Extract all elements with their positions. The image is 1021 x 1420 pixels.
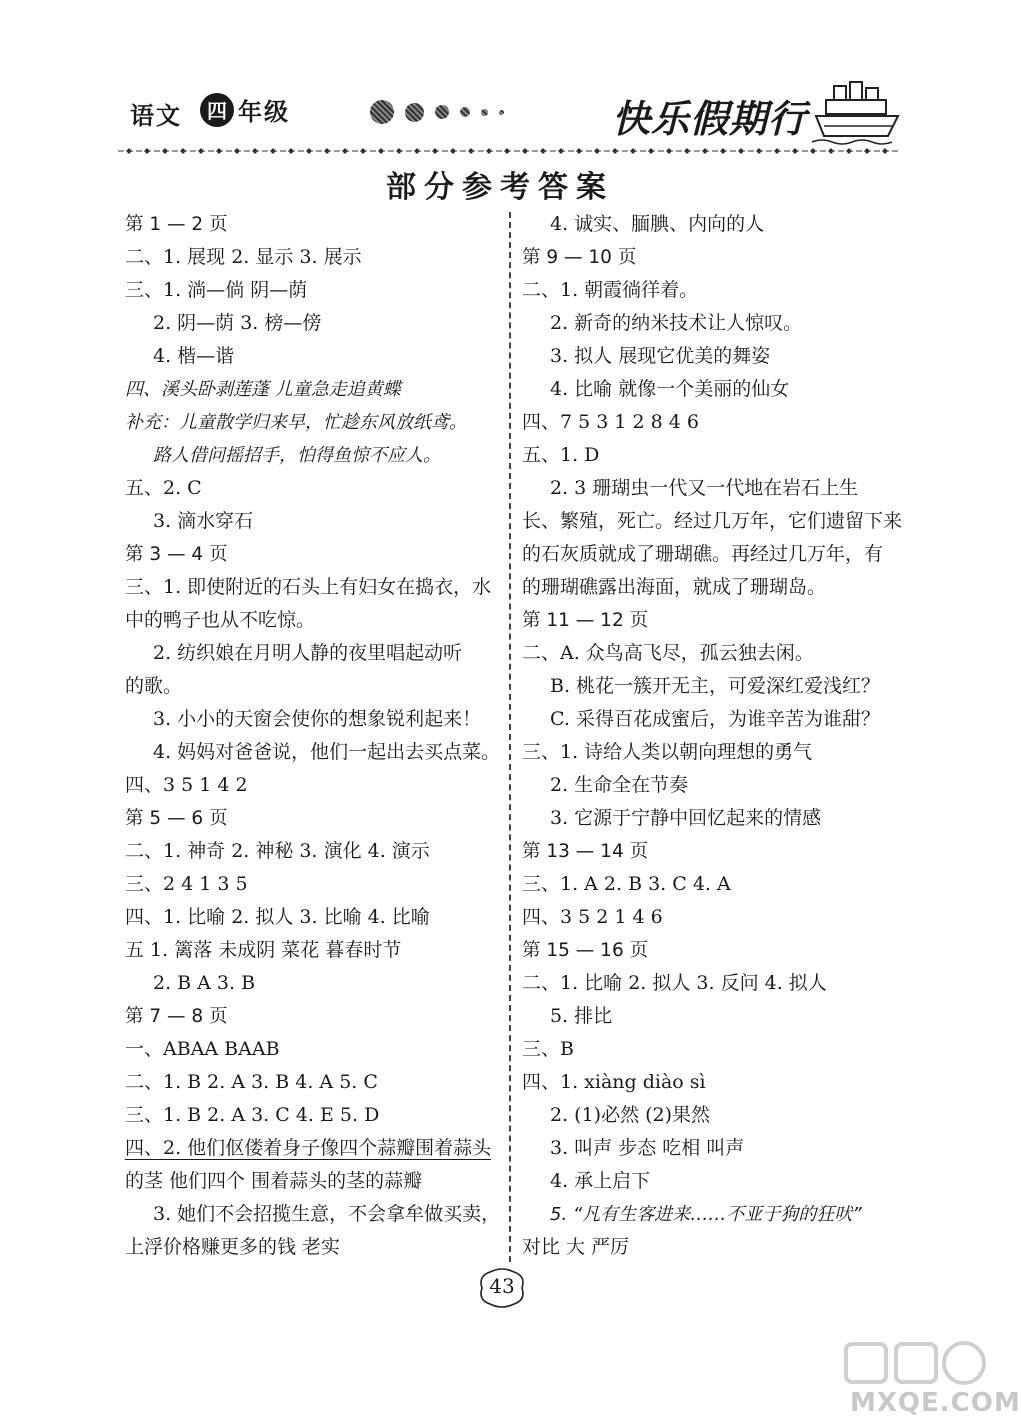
answer-text: 四、1. 比喻 2. 拟人 3. 比喻 4. 比喻 xyxy=(125,906,430,928)
page-number: 43 xyxy=(489,1274,515,1298)
diamond-icon xyxy=(252,148,258,154)
diamond-icon xyxy=(702,148,708,154)
dot-icon xyxy=(370,100,394,124)
answer-text: 四、溪头卧剥莲蓬 儿童急走追黄蝶 xyxy=(125,379,401,400)
answer-line xyxy=(125,1066,500,1099)
answer-line xyxy=(125,934,500,967)
answer-text: 三、B xyxy=(522,1038,574,1060)
diamond-icon xyxy=(432,148,438,154)
answer-text: 五、2. C xyxy=(125,477,202,499)
answer-text: 四、2. 他们伛偻着身子像四个蒜瓣围着蒜头 xyxy=(125,1137,492,1159)
answer-text: 四、1. xiàng diào sì xyxy=(522,1071,706,1093)
answer-line xyxy=(522,406,902,439)
diamond-icon xyxy=(180,148,186,154)
answer-text: 3. 叫声 步态 吃相 叫声 xyxy=(550,1137,745,1159)
page-header xyxy=(0,0,1000,205)
section-heading xyxy=(125,1000,500,1033)
grade-badge: 四 xyxy=(200,93,234,127)
answer-line xyxy=(125,439,500,472)
diamond-icon xyxy=(540,148,546,154)
diamond-icon xyxy=(468,148,474,154)
diamond-icon xyxy=(756,148,762,154)
diamond-icon xyxy=(396,148,402,154)
answer-line xyxy=(522,670,902,703)
diamond-icon xyxy=(324,148,330,154)
answer-text: 3. 拟人 展现它优美的舞姿 xyxy=(550,345,771,367)
diamond-icon xyxy=(810,148,816,154)
diamond-icon xyxy=(828,148,834,154)
subject-label: 语文 xyxy=(130,101,182,130)
diamond-icon xyxy=(594,148,600,154)
answer-text: 2. (1)必然 (2)果然 xyxy=(550,1104,711,1126)
answer-text: 5. 排比 xyxy=(550,1005,613,1027)
answers-left-column xyxy=(125,208,500,1264)
answer-text: 三、1. A 2. B 3. C 4. A xyxy=(522,873,731,895)
answer-line xyxy=(125,472,500,505)
answer-line xyxy=(522,1231,902,1264)
answer-line xyxy=(125,571,500,604)
answer-line xyxy=(125,604,500,637)
answer-text: 第 11 — 12 页 xyxy=(522,610,649,631)
diamond-icon xyxy=(774,148,780,154)
answer-text: 中的鸭子也从不吃惊。 xyxy=(125,609,316,631)
diamond-icon xyxy=(234,148,240,154)
section-heading xyxy=(125,538,500,571)
answer-line xyxy=(522,1099,902,1132)
page-title: 部分参考答案 xyxy=(386,170,614,205)
answer-line xyxy=(522,439,902,472)
answer-line xyxy=(125,1231,500,1264)
diamond-icon xyxy=(306,148,312,154)
diamond-icon xyxy=(342,148,348,154)
answer-text: 一、ABAA BAAB xyxy=(125,1038,280,1060)
dot-icon xyxy=(435,105,449,119)
answer-line xyxy=(125,703,500,736)
answers-right-column xyxy=(522,208,902,1264)
watermark-text: MXQE.COM xyxy=(850,1388,1021,1418)
answer-text: 的茎 他们四个 围着蒜头的茎的蒜瓣 xyxy=(125,1170,423,1192)
dot-icon xyxy=(460,107,470,117)
watermark-logo-icon xyxy=(842,1338,992,1388)
answer-text: 第 7 — 8 页 xyxy=(125,1006,228,1027)
diamond-icon xyxy=(720,148,726,154)
answer-text: 第 15 — 16 页 xyxy=(522,940,649,961)
answer-line xyxy=(522,1033,902,1066)
diamond-icon xyxy=(864,148,870,154)
section-heading xyxy=(522,934,902,967)
diamond-icon xyxy=(162,148,168,154)
answer-line xyxy=(125,736,500,769)
page-number-badge xyxy=(476,1268,528,1308)
answer-line xyxy=(522,1165,902,1198)
section-heading xyxy=(125,208,500,241)
answer-line xyxy=(522,637,902,670)
decorative-dots xyxy=(370,100,515,124)
answer-line xyxy=(125,406,500,439)
section-heading xyxy=(522,835,902,868)
diamond-icon xyxy=(846,148,852,154)
answer-text: 路人借问摇招手，怕得鱼惊不应人。 xyxy=(153,445,441,466)
answer-text: 2. B A 3. B xyxy=(153,972,256,994)
answer-line xyxy=(125,1099,500,1132)
answer-line xyxy=(522,703,902,736)
answer-text: B. 桃花一簇开无主，可爱深红爱浅红？ xyxy=(550,675,881,697)
answer-line xyxy=(522,472,902,505)
answer-text: 第 1 — 2 页 xyxy=(125,214,228,235)
diamond-icon xyxy=(414,148,420,154)
answer-line xyxy=(125,505,500,538)
answer-text: 4. 妈妈对爸爸说，他们一起出去买点菜。 xyxy=(153,741,501,763)
answer-text: 二、1. 展现 2. 显示 3. 展示 xyxy=(125,246,362,268)
answer-line xyxy=(522,901,902,934)
answer-line xyxy=(522,274,902,307)
answer-line xyxy=(522,307,902,340)
diamond-icon xyxy=(504,148,510,154)
dot-icon xyxy=(481,109,488,116)
answer-line xyxy=(522,505,902,538)
answer-line xyxy=(125,307,500,340)
diamond-icon xyxy=(612,148,618,154)
answer-text: 的石灰质就成了珊瑚礁。再经过几万年，有 xyxy=(522,543,884,565)
answer-text: 5. “凡有生客进来……不亚于狗的狂吠” xyxy=(550,1204,862,1225)
answer-text: 第 5 — 6 页 xyxy=(125,808,228,829)
answer-text: 二、1. 朝霞徜徉着。 xyxy=(522,279,699,301)
dot-icon xyxy=(499,110,504,115)
answer-text: 二、1. 比喻 2. 拟人 3. 反问 4. 拟人 xyxy=(522,972,827,994)
answer-line xyxy=(125,670,500,703)
answer-line xyxy=(522,802,902,835)
answer-text: C. 采得百花成蜜后，为谁辛苦为谁甜？ xyxy=(550,708,880,730)
answer-text: 4. 比喻 就像一个美丽的仙女 xyxy=(550,378,790,400)
answer-line xyxy=(125,274,500,307)
answer-line xyxy=(125,1165,500,1198)
answer-text: 的珊瑚礁露出海面，就成了珊瑚岛。 xyxy=(522,576,827,598)
answer-text: 3. 滴水穿石 xyxy=(153,510,254,532)
answer-text: 五、1. D xyxy=(522,444,600,466)
answer-text: 3. 她们不会招揽生意，不会拿牟做买卖， xyxy=(153,1203,501,1225)
answer-text: 3. 小小的天窗会使你的想象锐利起来！ xyxy=(153,708,482,730)
section-heading xyxy=(522,604,902,637)
brand-title: 快乐假期行 xyxy=(612,97,808,141)
grade-label xyxy=(200,92,290,127)
answer-line xyxy=(522,1066,902,1099)
answer-line xyxy=(125,1198,500,1231)
answer-text: 二、A. 众鸟高飞尽，孤云独去闲。 xyxy=(522,642,814,664)
answer-line xyxy=(125,901,500,934)
answer-line xyxy=(522,373,902,406)
answer-text: 4. 楷—谐 xyxy=(153,345,235,367)
ship-icon xyxy=(812,78,902,148)
answer-text: 第 13 — 14 页 xyxy=(522,841,649,862)
answer-text: 二、1. 神奇 2. 神秘 3. 演化 4. 演示 xyxy=(125,840,430,862)
answer-text: 第 3 — 4 页 xyxy=(125,544,228,565)
answer-line xyxy=(125,769,500,802)
column-divider xyxy=(509,212,511,1262)
diamond-icon xyxy=(198,148,204,154)
diamond-icon xyxy=(576,148,582,154)
answer-text: 三、1. B 2. A 3. C 4. E 5. D xyxy=(125,1104,380,1126)
diamond-icon xyxy=(216,148,222,154)
diamond-icon xyxy=(486,148,492,154)
answer-text: 对比 大 严厉 xyxy=(522,1236,630,1258)
answer-text: 三、1. 淌—倘 阴—荫 xyxy=(125,279,308,301)
diamond-icon xyxy=(738,148,744,154)
answer-text: 三、1. 即使附近的石头上有妇女在捣衣，水 xyxy=(125,576,492,598)
answer-text: 补充：儿童散学归来早，忙趁东风放纸鸢。 xyxy=(125,412,467,433)
answer-line xyxy=(522,967,902,1000)
answer-text: 五 1. 篱落 未成阴 菜花 暮春时节 xyxy=(125,939,402,961)
diamond-icon xyxy=(648,148,654,154)
answer-line xyxy=(125,835,500,868)
answer-text: 三、1. 诗给人类以朝向理想的勇气 xyxy=(522,741,813,763)
grade-suffix: 年级 xyxy=(238,97,290,126)
dot-icon xyxy=(405,103,424,122)
answer-text: 的歌。 xyxy=(125,675,183,697)
answer-line xyxy=(125,1033,500,1066)
diamond-icon xyxy=(522,148,528,154)
answer-line xyxy=(522,1132,902,1165)
answer-line xyxy=(125,241,500,274)
answer-line xyxy=(125,373,500,406)
answer-text: 长、繁殖，死亡。经过几万年，它们遗留下来 xyxy=(522,510,903,532)
answer-line xyxy=(125,1132,500,1165)
diamond-icon xyxy=(270,148,276,154)
diamond-icon xyxy=(630,148,636,154)
diamond-icon xyxy=(684,148,690,154)
diamond-icon xyxy=(666,148,672,154)
answer-text: 3. 它源于宁静中回忆起来的情感 xyxy=(550,807,822,829)
answer-text: 2. 纺织娘在月明人静的夜里唱起动听 xyxy=(153,642,463,664)
answer-text: 三、2 4 1 3 5 xyxy=(125,873,248,895)
answer-text: 第 9 — 10 页 xyxy=(522,247,637,268)
header-divider xyxy=(118,146,900,156)
answer-line xyxy=(522,208,902,241)
answer-line xyxy=(125,967,500,1000)
answer-text: 4. 诚实、腼腆、内向的人 xyxy=(550,213,765,235)
answer-text: 上浮价格赚更多的钱 老实 xyxy=(125,1236,341,1258)
answer-text: 2. 3 珊瑚虫一代又一代地在岩石上生 xyxy=(550,477,859,499)
diamond-icon xyxy=(360,148,366,154)
diamond-icon xyxy=(126,148,132,154)
section-heading xyxy=(125,802,500,835)
answer-line xyxy=(125,340,500,373)
answer-text: 四、3 5 2 1 4 6 xyxy=(522,906,663,928)
diamond-icon xyxy=(882,148,888,154)
answer-text: 二、1. B 2. A 3. B 4. A 5. C xyxy=(125,1071,378,1093)
diamond-icon xyxy=(378,148,384,154)
diamond-icon xyxy=(288,148,294,154)
answer-text: 四、3 5 1 4 2 xyxy=(125,774,248,796)
answer-text: 2. 阴—荫 3. 榜—傍 xyxy=(153,312,322,334)
answer-text: 2. 生命全在节奏 xyxy=(550,774,689,796)
answer-line xyxy=(125,868,500,901)
answer-text: 四、7 5 3 1 2 8 4 6 xyxy=(522,411,699,433)
answer-line xyxy=(125,637,500,670)
answer-text: 4. 承上启下 xyxy=(550,1170,651,1192)
answer-line xyxy=(522,736,902,769)
section-heading xyxy=(522,241,902,274)
diamond-icon xyxy=(558,148,564,154)
diamond-icon xyxy=(450,148,456,154)
diamond-icon xyxy=(144,148,150,154)
answer-line xyxy=(522,571,902,604)
answer-line xyxy=(522,340,902,373)
answer-line xyxy=(522,1198,902,1231)
answer-line xyxy=(522,868,902,901)
answer-line xyxy=(522,538,902,571)
answer-text: 2. 新奇的纳米技术让人惊叹。 xyxy=(550,312,803,334)
answer-line xyxy=(522,1000,902,1033)
diamond-icon xyxy=(792,148,798,154)
answer-line xyxy=(522,769,902,802)
